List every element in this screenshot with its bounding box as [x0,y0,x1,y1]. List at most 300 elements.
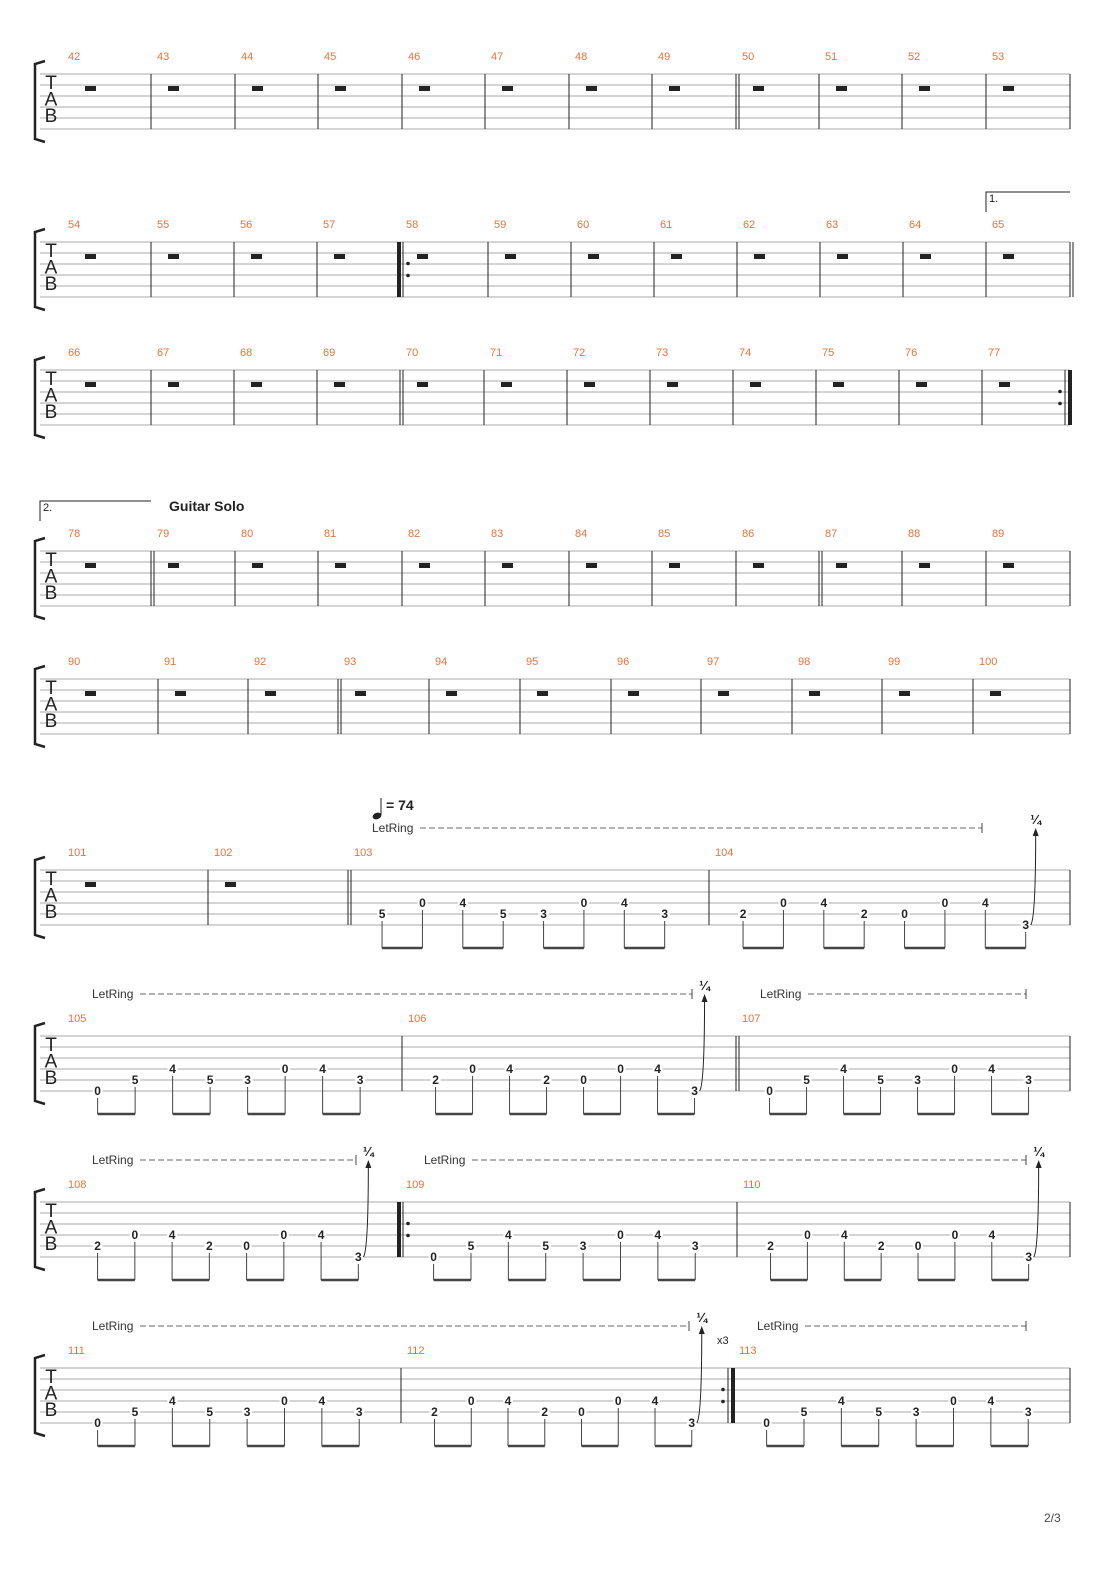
fret-number: 3 [1022,918,1030,932]
fret-number: 5 [499,907,507,921]
measure-number: 62 [743,219,756,231]
measure-number: 75 [822,347,835,359]
tab-clef-t: T [45,550,57,571]
whole-rest [990,691,1001,696]
fret-number: 4 [620,896,628,910]
whole-rest [502,86,513,91]
fret-number: 5 [542,1239,550,1253]
whole-rest [446,691,457,696]
whole-rest [334,254,345,259]
measure-number: 73 [656,347,669,359]
whole-rest [753,86,764,91]
fret-number: 3 [912,1405,920,1419]
fret-number: 0 [580,1073,587,1087]
volta-bracket [986,192,1070,212]
tab-system [35,498,1070,619]
repeat-end-barline [1068,370,1072,425]
fret-number: 0 [580,896,588,910]
whole-rest [1003,86,1014,91]
bend-arrow [1033,828,1039,836]
fret-number: 4 [981,896,989,910]
measure-number: 110 [743,1179,761,1191]
whole-rest [919,563,930,568]
measure-number: 84 [575,528,588,540]
fret-number: 3 [355,1405,363,1419]
fret-number: 3 [244,1073,251,1087]
measure-number: 63 [826,219,839,231]
fret-number: 0 [419,896,426,910]
measure-number: 79 [157,528,170,540]
tab-clef-b: B [44,274,58,295]
fret-number: 2 [860,907,868,921]
fret-number: 3 [356,1073,364,1087]
bend-amount: ¼ [696,1310,708,1325]
fret-number: 4 [169,1394,176,1408]
system-bracket [35,229,45,310]
tab-system [35,797,1070,948]
tab-clef-a: A [44,89,58,111]
fret-number: 4 [168,1228,176,1242]
measure-number: 81 [324,528,337,540]
tempo-marking: = 74 [386,797,414,813]
tab-clef-t: T [45,241,57,262]
tab-clef-t: T [45,1035,57,1056]
tab-clef-b: B [44,402,58,423]
whole-rest [669,563,680,568]
fret-number: 4 [654,1228,662,1242]
tab-clef-a: A [44,566,58,588]
tab-system [35,978,1070,1114]
bend-amount: ¼ [1033,1144,1045,1159]
whole-rest [899,691,910,696]
fret-number: 0 [614,1394,622,1408]
tab-clef-b: B [44,711,58,732]
fret-number: 0 [951,1062,958,1076]
whole-rest [252,86,263,91]
whole-rest [999,382,1010,387]
fret-number: 3 [540,907,547,921]
measure-number: 103 [354,847,373,859]
fret-number: 4 [820,896,828,910]
whole-rest [537,691,548,696]
tab-clef-b: B [44,106,58,127]
measure-number: 42 [68,51,81,63]
whole-rest [168,86,179,91]
volta-bracket [40,501,151,521]
whole-rest [251,254,262,259]
fret-number: 5 [467,1239,475,1253]
measure-number: 43 [157,51,170,63]
measure-number: 47 [491,51,504,63]
fret-number: 0 [901,907,908,921]
tab-clef-t: T [45,369,57,390]
fret-number: 4 [988,1062,995,1076]
repeat-dot [406,262,410,266]
fret-number: 5 [875,1405,883,1419]
whole-rest [175,691,186,696]
system-bracket [35,1355,45,1436]
measure-number: 76 [905,347,918,359]
measure-number: 95 [526,656,539,668]
repeat-dot [1058,390,1062,394]
fret-number: 4 [988,1228,996,1242]
fret-number: 0 [469,1062,476,1076]
whole-rest [85,254,96,259]
system-bracket [35,857,45,938]
whole-rest [833,382,844,387]
tab-clef-b: B [44,902,58,923]
whole-rest [586,563,597,568]
measure-number: 87 [825,528,838,540]
measure-number: 102 [214,847,233,859]
measure-number: 65 [992,219,1005,231]
bend-curve [1034,1164,1039,1257]
tab-system [35,656,1070,747]
measure-number: 97 [707,656,720,668]
whole-rest [252,563,263,568]
measure-number: 77 [988,347,1001,359]
whole-rest [916,382,927,387]
repeat-dot [1058,402,1062,406]
measure-number: 48 [575,51,588,63]
whole-rest [334,382,345,387]
fret-number: 0 [281,1394,288,1408]
fret-number: 4 [505,1228,512,1242]
whole-rest [667,382,678,387]
fret-number: 4 [838,1394,845,1408]
fret-number: 0 [617,1062,624,1076]
fret-number: 0 [243,1239,250,1253]
tab-clef-t: T [45,678,57,699]
fret-number: 3 [579,1239,587,1253]
whole-rest [85,382,96,387]
whole-rest [628,691,639,696]
measure-number: 108 [68,1179,87,1191]
let-ring-label: LetRing [760,987,802,1001]
measure-number: 105 [68,1013,87,1025]
whole-rest [417,382,428,387]
fret-number: 3 [243,1405,251,1419]
measure-number: 60 [577,219,590,231]
fret-number: 0 [578,1405,585,1419]
measure-number: 53 [992,51,1005,63]
measure-number: 83 [491,528,504,540]
fret-number: 4 [169,1062,176,1076]
measure-number: 100 [979,656,998,668]
let-ring-label: LetRing [757,1319,799,1333]
whole-rest [335,86,346,91]
fret-number: 0 [280,1228,288,1242]
let-ring-label: LetRing [372,821,414,835]
measure-number: 70 [406,347,419,359]
fret-number: 3 [1025,1073,1032,1087]
measure-number: 59 [494,219,507,231]
measure-number: 68 [240,347,253,359]
fret-number: 0 [950,1394,957,1408]
measure-number: 94 [435,656,448,668]
measure-number: 57 [323,219,336,231]
measure-number: 101 [68,847,87,859]
fret-number: 3 [661,907,669,921]
measure-number: 45 [324,51,337,63]
bend-curve [700,998,705,1091]
measure-number: 55 [157,219,170,231]
fret-number: 2 [432,1073,439,1087]
tab-clef-t: T [45,1201,57,1222]
fret-number: 0 [281,1062,289,1076]
whole-rest [671,254,682,259]
measure-number: 71 [490,347,503,359]
measure-number: 80 [241,528,254,540]
fret-number: 5 [803,1073,810,1087]
measure-number: 98 [798,656,811,668]
fret-number: 3 [691,1084,698,1098]
let-ring-label: LetRing [92,987,134,1001]
measure-number: 106 [408,1013,427,1025]
repeat-count: x3 [717,1335,729,1347]
whole-rest [584,382,595,387]
whole-rest [251,382,262,387]
fret-number: 4 [987,1394,995,1408]
whole-rest [355,691,366,696]
measure-number: 82 [408,528,421,540]
fret-number: 3 [1024,1405,1032,1419]
fret-number: 0 [951,1228,959,1242]
whole-rest [586,86,597,91]
whole-rest [1003,563,1014,568]
system-bracket [35,61,45,142]
whole-rest [85,882,96,887]
tab-clef-t: T [45,869,57,890]
bend-amount: ¼ [1030,812,1042,827]
system-bracket [35,1023,45,1104]
measure-number: 44 [241,51,254,63]
tab-system [35,51,1070,142]
whole-rest [85,563,96,568]
bend-arrow [1036,1160,1042,1168]
tab-clef-a: A [44,885,58,907]
whole-rest [225,882,236,887]
fret-number: 2 [205,1239,213,1253]
bend-curve [697,1330,702,1423]
fret-number: 2 [431,1405,438,1419]
fret-number: 0 [780,896,787,910]
fret-number: 0 [94,1084,101,1098]
fret-number: 0 [941,896,949,910]
fret-number: 4 [506,1062,513,1076]
fret-number: 0 [467,1394,475,1408]
measure-number: 91 [164,656,177,668]
measure-number: 54 [68,219,81,231]
repeat-dot [406,274,410,278]
whole-rest [836,563,847,568]
measure-number: 86 [742,528,755,540]
fret-number: 0 [430,1250,437,1264]
bend-arrow [699,1326,705,1334]
measure-number: 92 [254,656,267,668]
fret-number: 2 [543,1073,550,1087]
fret-number: 5 [206,1073,214,1087]
whole-rest [1003,254,1014,259]
measure-number: 58 [406,219,419,231]
tab-clef-a: A [44,1217,58,1239]
bend-arrow [365,1160,371,1168]
fret-number: 3 [914,1073,921,1087]
whole-rest [809,691,820,696]
bend-amount: ¼ [699,978,710,993]
fret-number: 4 [840,1228,848,1242]
tab-system [35,1310,1070,1446]
repeat-dot [406,1222,410,1226]
volta-label: 1. [989,193,999,205]
whole-rest [168,254,179,259]
whole-rest [588,254,599,259]
measure-number: 67 [157,347,170,359]
repeat-dot [721,1400,725,1404]
whole-rest [505,254,516,259]
tab-system [35,192,1073,310]
bend-arrow [702,994,708,1002]
measure-number: 66 [68,347,81,359]
whole-rest [837,254,848,259]
let-ring-label: LetRing [424,1153,466,1167]
repeat-start-barline [397,1202,401,1257]
measure-number: 113 [739,1345,757,1357]
measure-number: 99 [888,656,901,668]
tab-clef-b: B [44,1234,58,1255]
fret-number: 0 [617,1228,624,1242]
tab-clef-b: B [44,1400,58,1421]
fret-number: 4 [654,1062,661,1076]
let-ring-label: LetRing [92,1153,134,1167]
volta-label: 2. [43,502,53,514]
whole-rest [669,86,680,91]
fret-number: 4 [318,1394,326,1408]
tab-clef-b: B [44,583,58,604]
measure-number: 51 [825,51,838,63]
whole-rest [920,254,931,259]
whole-rest [265,691,276,696]
repeat-start-barline [397,242,401,297]
whole-rest [85,691,96,696]
tab-clef-b: B [44,1068,58,1089]
whole-rest [417,254,428,259]
fret-number: 5 [877,1073,884,1087]
fret-number: 3 [691,1239,699,1253]
tab-system [35,1144,1070,1280]
tab-clef-a: A [44,385,58,407]
fret-number: 0 [94,1416,101,1430]
fret-number: 5 [800,1405,808,1419]
whole-rest [753,563,764,568]
fret-number: 3 [1025,1250,1032,1264]
fret-number: 4 [319,1062,326,1076]
whole-rest [754,254,765,259]
measure-number: 69 [323,347,336,359]
fret-number: 0 [804,1228,811,1242]
whole-rest [502,563,513,568]
whole-rest [85,86,96,91]
tab-clef-a: A [44,1383,58,1405]
fret-number: 2 [541,1405,549,1419]
whole-rest [750,382,761,387]
measure-number: 52 [908,51,921,63]
whole-rest [419,563,430,568]
fret-number: 4 [840,1062,847,1076]
fret-number: 5 [378,907,386,921]
fret-number: 0 [766,1084,773,1098]
measure-number: 107 [742,1013,761,1025]
measure-number: 72 [573,347,586,359]
fret-number: 5 [131,1405,139,1419]
fret-number: 2 [94,1239,101,1253]
whole-rest [419,86,430,91]
fret-number: 2 [767,1239,774,1253]
tab-clef-a: A [44,1051,58,1073]
measure-number: 78 [68,528,81,540]
bend-curve [1031,832,1036,925]
whole-rest [919,86,930,91]
fret-number: 2 [877,1239,885,1253]
whole-rest [718,691,729,696]
measure-number: 88 [908,528,921,540]
bend-curve [363,1164,368,1257]
measure-number: 96 [617,656,630,668]
measure-number: 49 [658,51,671,63]
tab-clef-a: A [44,257,58,279]
fret-number: 4 [651,1394,659,1408]
whole-rest [836,86,847,91]
measure-number: 74 [739,347,752,359]
measure-number: 61 [660,219,673,231]
fret-number: 5 [131,1073,139,1087]
fret-number: 3 [688,1416,696,1430]
fret-number: 4 [459,896,467,910]
tab-clef-a: A [44,694,58,716]
fret-number: 4 [317,1228,325,1242]
measure-number: 46 [408,51,421,63]
system-bracket [35,538,45,619]
system-bracket [35,357,45,438]
whole-rest [168,563,179,568]
let-ring-label: LetRing [92,1319,134,1333]
measure-number: 112 [407,1345,425,1357]
whole-rest [335,563,346,568]
page-number: 2/3 [1044,1511,1061,1525]
repeat-end-barline [731,1368,735,1423]
repeat-dot [721,1388,725,1392]
fret-number: 0 [131,1228,139,1242]
measure-number: 50 [742,51,755,63]
measure-number: 56 [240,219,253,231]
measure-number: 93 [344,656,357,668]
measure-number: 104 [715,847,734,859]
tab-clef-t: T [45,73,57,94]
fret-number: 4 [504,1394,512,1408]
measure-number: 64 [909,219,922,231]
fret-number: 3 [354,1250,362,1264]
fret-number: 2 [739,907,747,921]
measure-number: 90 [68,656,81,668]
fret-number: 0 [763,1416,770,1430]
system-bracket [35,1189,45,1270]
repeat-dot [406,1234,410,1238]
measure-number: 89 [992,528,1005,540]
fret-number: 0 [914,1239,922,1253]
fret-number: 5 [206,1405,214,1419]
system-bracket [35,666,45,747]
measure-number: 85 [658,528,671,540]
